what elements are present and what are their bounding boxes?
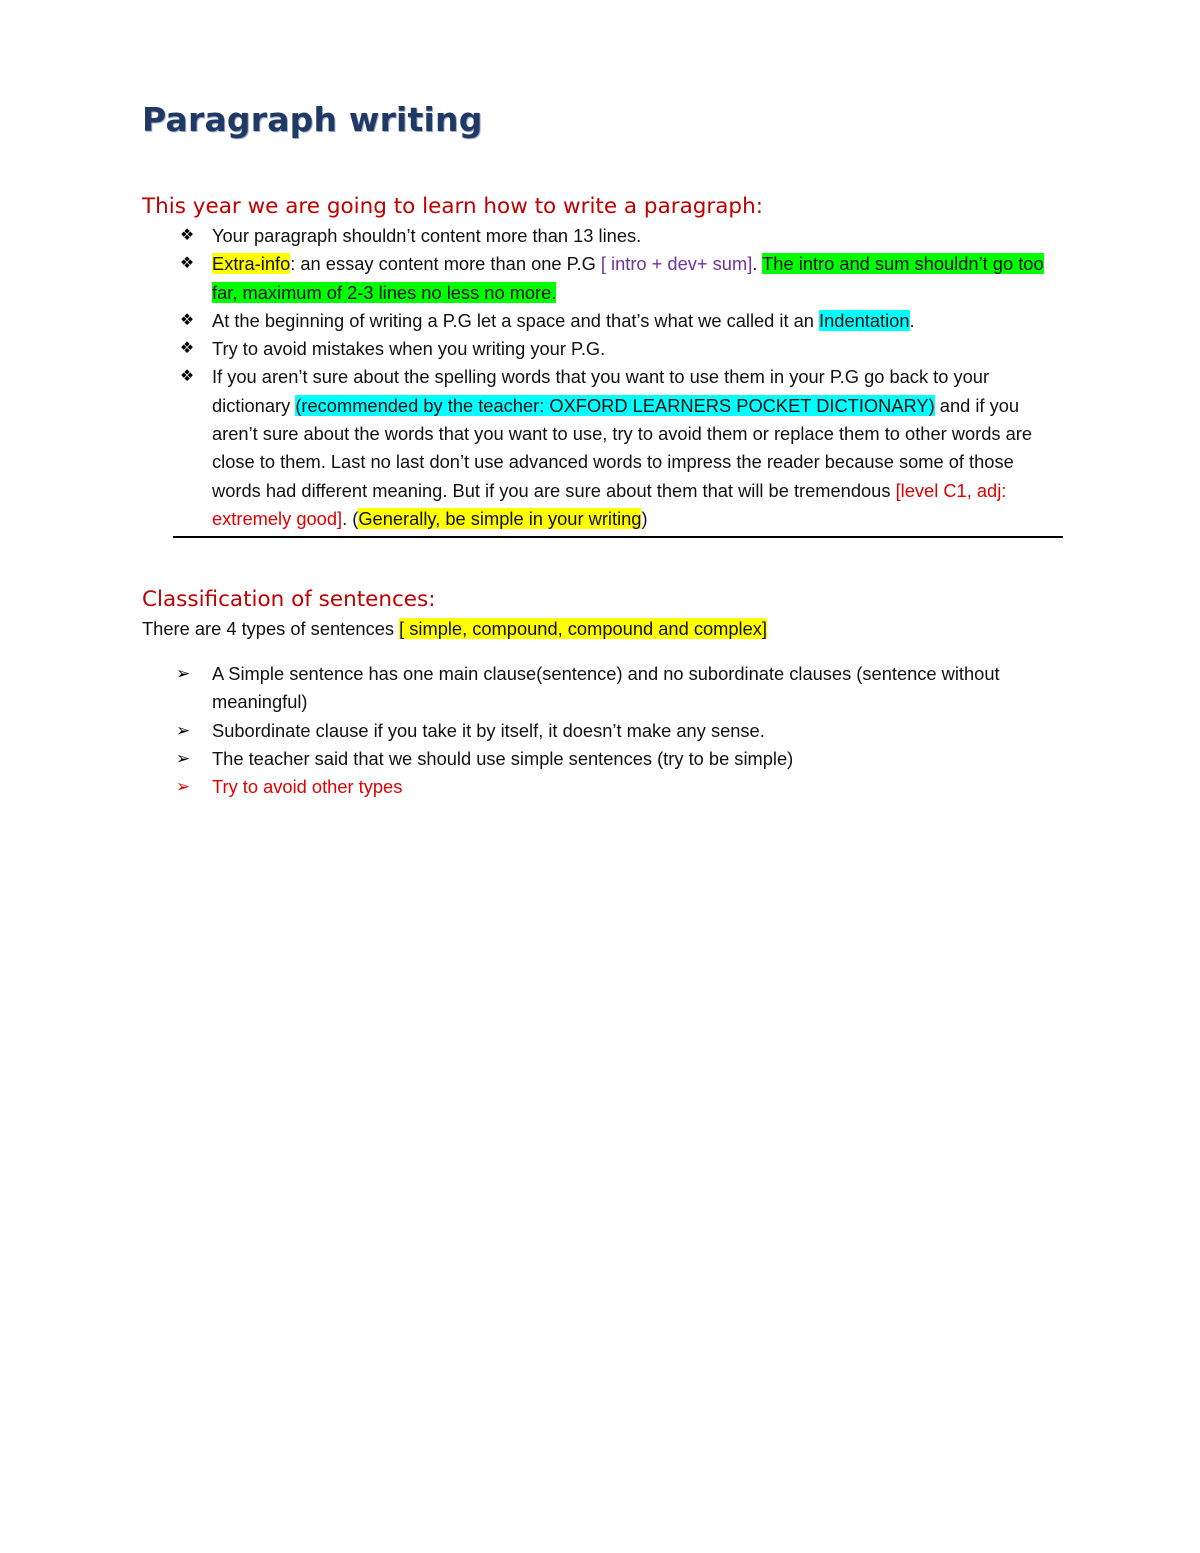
arrow-bullet-icon: ➢ — [176, 748, 191, 768]
tip-text: If you aren’t sure about the spelling words that you want to use them in your P.G go back to your dictionary — [212, 366, 990, 416]
list-item — [179, 335, 1062, 363]
tip-text: Your paragraph shouldn’t content more than 13 lines. — [212, 225, 642, 246]
tip-text: and if you aren’t sure about the words that you want to use, try to avoid them or replace them to other words are close to them. Last no last don’t use advanced words to impress the reader because some of those words had different meaning. But if you are sure about them that will be tremendous — [212, 394, 1033, 501]
sentence-types-highlight: [ simple, compound, compound and complex] — [399, 618, 767, 639]
list-item — [179, 363, 1062, 533]
list-item — [176, 660, 1062, 717]
diamond-bullet-icon: ❖ — [179, 227, 195, 244]
list-item — [179, 307, 1062, 335]
note-text: Try to avoid other types — [212, 776, 403, 798]
section-heading-paragraph: This year we are going to learn how to write a paragraph: — [142, 194, 763, 219]
sentence-types-intro — [142, 615, 767, 643]
list-item — [179, 222, 1062, 250]
page-title: Paragraph writing — [142, 100, 483, 139]
list-item — [176, 773, 1062, 801]
tip-text: . — [752, 253, 763, 275]
list-item — [176, 717, 1062, 745]
arrow-bullet-icon: ➢ — [176, 720, 191, 740]
list-item — [176, 745, 1062, 773]
paragraph-tips-list — [179, 222, 1062, 533]
dictionary-recommendation: (recommended by the teacher: OXFORD LEARNERS POCKET DICTIONARY) — [295, 394, 935, 416]
section-divider — [173, 536, 1063, 538]
tip-text: . — [909, 309, 915, 331]
tip-text: ) — [641, 507, 648, 529]
tip-text: Try to avoid mistakes when you writing your P.G. — [212, 338, 606, 360]
intro-text: There are 4 types of sentences — [142, 618, 400, 639]
arrow-bullet-icon: ➢ — [176, 664, 191, 683]
tip-text: : an essay content more than one P.G — [290, 253, 601, 275]
diamond-bullet-icon: ❖ — [179, 311, 195, 329]
extra-info-label: Extra-info — [212, 253, 291, 275]
note-text: A Simple sentence has one main clause(sentence) and no subordinate clauses (sentence without meaningful) — [212, 663, 1000, 713]
diamond-bullet-icon: ❖ — [179, 255, 195, 273]
note-text: Subordinate clause if you take it by itself, it doesn’t make any sense. — [212, 719, 765, 741]
level-note: [level C1, adj: extremely good] — [212, 479, 1007, 529]
indentation-highlight: Indentation — [819, 309, 910, 331]
note-text: The teacher said that we should use simple sentences (try to be simple) — [212, 747, 794, 769]
yellow-highlight-text: Generally, be simple in your writing — [358, 507, 642, 529]
bracket-note: [ intro + dev+ sum] — [600, 253, 753, 275]
section-heading-classification: Classification of sentences: — [142, 587, 436, 612]
diamond-bullet-icon: ❖ — [179, 340, 195, 358]
list-item — [179, 250, 1062, 307]
diamond-bullet-icon: ❖ — [179, 368, 195, 386]
tip-text: . ( — [342, 507, 359, 529]
arrow-bullet-icon: ➢ — [176, 777, 191, 797]
tip-text: At the beginning of writing a P.G let a space and that’s what we called it an — [212, 309, 820, 331]
green-highlight-text: The intro and sum shouldn’t go too far, maximum of 2-3 lines no less no more. — [212, 253, 1044, 303]
sentence-notes-list — [176, 660, 1062, 801]
